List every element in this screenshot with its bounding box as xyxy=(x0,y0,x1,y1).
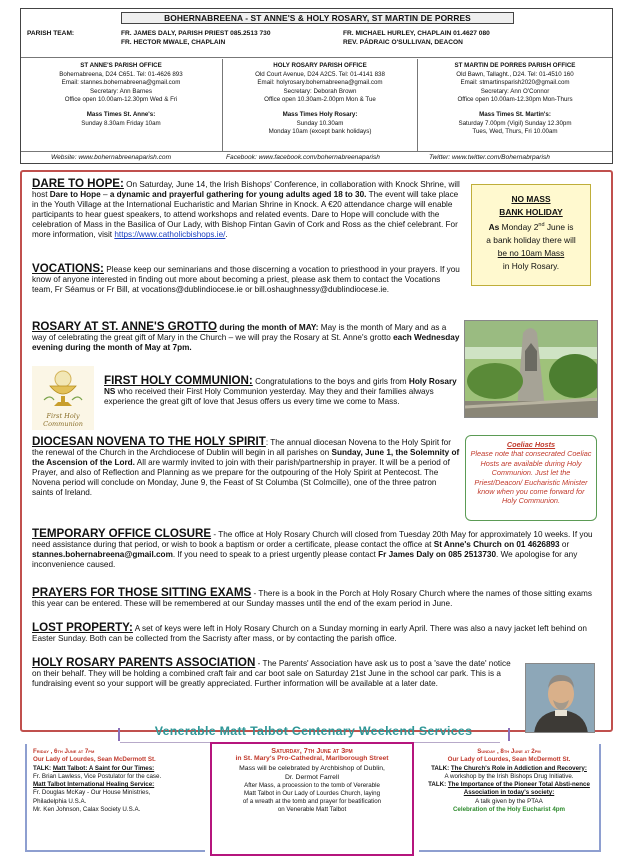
notice-temporary-office-closure xyxy=(32,529,604,570)
no-mass-text: June is xyxy=(544,221,574,232)
event-text: Fr. Douglas McKay - Our House Ministries, xyxy=(33,789,151,797)
notice-heading: LOST PROPERTY: xyxy=(32,621,133,634)
office-email: Email: stmartinsparish2020@gmail.com xyxy=(460,79,570,87)
talbot-banner-title: Venerable Matt Talbot Centenary Weekend Services xyxy=(154,724,473,738)
bank-holiday-title: BANK HOLIDAY xyxy=(499,207,563,217)
notice-text: On Saturday, June 14, the Irish Bishops' Conference, in collaboration with Knock Shrine, will host xyxy=(32,180,460,200)
office-holy-rosary xyxy=(222,59,418,151)
team-member: REV. PÁDRAIC O'SULLIVAN, DEACON xyxy=(343,39,463,46)
banner-rule xyxy=(118,728,120,741)
mass-times: Sunday 10.30am xyxy=(296,119,344,127)
no-mass-text: be no 10am Mass xyxy=(497,247,565,258)
office-hours: Office open 10.00am-12.30pm Wed & Fri xyxy=(64,96,178,104)
mass-times: Tues, Wed, Thurs, Fri 10.00am xyxy=(472,128,558,136)
office-email: Email: stannes.bohernabreena@gmail.com xyxy=(61,79,181,87)
office-address: Old Bawn, Tallaght., D24. Tel: 01-4510 160 xyxy=(456,70,574,78)
notice-text: - The Parents' Association have ask us to post a 'save the date' notice on their behalf. They will be holding a combined craft fair and car boot sale on Saturday 21st June in the school car park. This is a fundraising event so your support will be greatly appreciated. Further information will be available at a later date. xyxy=(32,659,511,689)
office-hours: Office open 10.00am-12.30pm Mon-Thurs xyxy=(457,96,573,104)
office-st-annes xyxy=(21,59,221,151)
notice-text: May is the month of Mary and as a way of celebrating the great gift of Mary in the Church – we will pray the Rosary at St. Anne's grotto xyxy=(32,323,447,343)
parish-team xyxy=(21,27,612,57)
parish-header xyxy=(20,8,613,164)
no-mass-text: in Holy Rosary. xyxy=(502,260,560,271)
event-date: Sunday , 8th June at 2pm xyxy=(477,748,541,755)
notice-parents-association xyxy=(32,658,518,689)
portrait-image xyxy=(526,664,595,733)
parish-title: BOHERNABREENA - ST ANNE'S & HOLY ROSARY, ST MARTIN DE PORRES xyxy=(121,12,514,24)
event-text: Mr. Ken Johnson, Calax Society U.S.A. xyxy=(33,806,141,814)
office-name: HOLY ROSARY PARISH OFFICE xyxy=(273,62,367,69)
event-text: After Mass, a procession to the tomb of Vererable xyxy=(244,781,380,789)
event-talk xyxy=(33,765,199,773)
web-links xyxy=(21,152,612,164)
notice-exam-prayers xyxy=(32,588,604,609)
notice-text: The event will take place in the Youth Village at the International Eucharistic and Marian Shrine in Knock. A €20 attendance charge will enable participants to hear guest speakers, to attend workshops and related events. Dare to Hope will conclude with the celebration of Mass in the Basilica of Our Lady, with Bishop Fintan Gavin of Cork and Ross as the chief celebrant. For more information, visit xyxy=(32,190,459,240)
notice-heading: FIRST HOLY COMMUNION: xyxy=(104,374,253,387)
team-column-2 xyxy=(343,29,490,47)
event-text: Dr. Dermot Farrell xyxy=(284,773,339,781)
office-secretary: Secretary: Ann O'Connor xyxy=(480,87,550,95)
team-label: PARISH TEAM: xyxy=(27,30,75,37)
no-mass-notice xyxy=(471,184,591,286)
facebook-link[interactable]: Facebook: www.facebook.com/bohernabreenaparish xyxy=(226,154,380,161)
team-column-1 xyxy=(121,29,271,47)
notice-heading: HOLY ROSARY PARENTS ASSOCIATION xyxy=(32,656,256,669)
notice-text: or xyxy=(559,540,570,550)
notice-heading: DARE TO HOPE: xyxy=(32,177,124,190)
notice-text: A set of keys were left in Holy Rosary Church on a Sunday morning in early April. There was also a navy jacket left behind on Easter Sunday. Both can be collected from the Sacristy after mass, or by contacting the parish office. xyxy=(32,624,587,644)
notice-heading: VOCATIONS: xyxy=(32,262,104,275)
svg-text:Communion: Communion xyxy=(43,420,83,428)
event-friday xyxy=(25,744,205,852)
banner-rule xyxy=(508,728,510,741)
website-link[interactable]: Website: www.bohernabreenaparish.com xyxy=(51,154,172,161)
notice-bold: St Anne's Church on 01 4626893 xyxy=(433,540,560,550)
svg-text:First Holy: First Holy xyxy=(46,412,80,420)
notice-text: – xyxy=(100,190,110,200)
notice-heading: ROSARY AT ST. ANNE'S GROTTO xyxy=(32,320,218,333)
event-text: Mass will be celebrated by Archbishop of Dublin, xyxy=(239,764,385,772)
notice-vocations xyxy=(32,264,462,295)
no-mass-line xyxy=(472,219,590,234)
talk-title: The Importance of the Pioneer Total Absti-nence Association in today's society: xyxy=(447,781,590,797)
mass-times-title: Mass Times St. Martin's: xyxy=(479,110,551,118)
event-text: A workshop by the Irish Bishops Drug Initiative. xyxy=(444,772,574,780)
team-member: FR. HECTOR MWALE, CHAPLAIN xyxy=(121,39,226,46)
office-secretary: Secretary: Deborah Brown xyxy=(283,87,357,95)
catholic-bishops-link[interactable]: https://www.catholicbishops.ie/ xyxy=(114,230,226,240)
event-text: Fr. Brian Lawless, Vice Postulator for the case. xyxy=(33,772,162,780)
mass-times: Sunday 8.30am Friday 10am xyxy=(81,119,161,127)
notices-box xyxy=(20,170,613,732)
office-name: ST MARTIN DE PORRES PARISH OFFICE xyxy=(454,62,576,69)
parish-offices xyxy=(21,59,612,151)
no-mass-title: NO MASS xyxy=(511,194,551,204)
notice-bold: a dynamic and prayerful gathering for young adults aged 18 to 30. xyxy=(109,190,367,200)
notice-text: . We apologise for any inconvenience caused. xyxy=(32,550,578,570)
event-venue: Our Lady of Lourdes, Sean McDermott St. xyxy=(33,756,156,764)
talk-title: The Church's Role in Addiction and Recovery: xyxy=(450,764,587,772)
mass-times: Monday 10am (except bank holidays) xyxy=(268,128,372,136)
notice-heading: DIOCESAN NOVENA TO THE HOLY SPIRIT xyxy=(32,435,266,448)
divider xyxy=(21,57,612,58)
no-mass-text: a bank holiday there will xyxy=(486,234,576,245)
grotto-image xyxy=(465,321,598,418)
chalice-icon xyxy=(32,366,94,430)
notice-heading: PRAYERS FOR THOSE SITTING EXAMS xyxy=(32,586,252,599)
talk-label: TALK: xyxy=(431,764,451,772)
event-text: of a wreath at the tomb and prayer for beatification xyxy=(242,798,382,806)
first-communion-image xyxy=(32,366,94,430)
office-name: ST ANNE'S PARISH OFFICE xyxy=(80,62,162,69)
event-saturday xyxy=(210,742,414,856)
office-address: Bohernabreena, D24 C651. Tel: 01-4626 893 xyxy=(59,70,183,78)
notice-bold: Sunday, June 1, the Solemnity of the Ascension of the Lord. xyxy=(32,448,460,468)
notice-bold: Dare to Hope xyxy=(49,190,101,200)
office-hours: Office open 10.30am-2.00pm Mon & Tue xyxy=(264,96,376,104)
notice-rosary xyxy=(32,322,462,353)
mass-times-title: Mass Times St. Anne's: xyxy=(86,110,156,118)
office-secretary: Secretary: Ann Barnes xyxy=(90,87,152,95)
notice-text: Please keep our seminarians and those discerning a vocation to priesthood in your prayers. If you know of anyone interested in finding out more about becoming a priest, please ask them to contact the Vocations team, Fr Séamus or Fr Bill, at vocations@dublindiocese.ie or bill.oshaughnessy@dublindiocese.ie. xyxy=(32,265,460,295)
notice-text: : The annual diocesan Novena to the Holy Spirit for the renewal of the Church in the Archdiocese of Dublin will begin in all parishes on xyxy=(32,438,451,458)
talk-label: TALK: xyxy=(428,781,448,789)
notice-heading: TEMPORARY OFFICE CLOSURE xyxy=(32,527,212,540)
coeliac-text: Please note that consecrated Coeliac Hosts are available during Holy Communion. Just let the Priest/Deacon/ Eucharistic Minister know when you come forward for Holy Communion. xyxy=(470,449,592,506)
coeliac-hosts-notice xyxy=(465,435,597,521)
notice-bold: Holy Rosary NS xyxy=(104,377,457,397)
matt-talbot-portrait xyxy=(525,663,595,733)
talk-title: Matt Talbot: A Saint for Our Times: xyxy=(52,764,155,772)
talk-label: TALK: xyxy=(33,764,53,772)
notice-bold: each Wednesday evening during the month of May at 7pm. xyxy=(32,333,460,353)
event-eucharist: Celebration of the Holy Eucharist 4pm xyxy=(452,806,566,814)
event-venue: in St. Mary's Pro-Cathedral, Marlborough Street xyxy=(235,755,389,763)
notice-text: . xyxy=(225,230,228,240)
event-text: Philadelphia U.S.A. xyxy=(33,797,87,805)
notice-bold: during the month of MAY: xyxy=(217,323,319,332)
notice-dare-to-hope xyxy=(32,179,462,241)
event-date: Saturday, 7th June at 3pm xyxy=(271,746,353,755)
notice-text: - There is a book in the Porch at Holy Rosary Church where the names of those sitting exams this year can be entered. These will be remembered at our Sunday masses until the end of the exam period in June. xyxy=(32,589,592,609)
office-email: Email: holyrosary.bohernabreena@gmail.com xyxy=(257,79,383,87)
notice-first-holy-communion xyxy=(104,376,462,407)
mass-times-title: Mass Times Holy Rosary: xyxy=(282,110,358,118)
office-st-martins xyxy=(418,59,612,151)
event-text: Matt Talbot in Our Lady of Lourdes Church, laying xyxy=(243,789,381,797)
twitter-link[interactable]: Twitter: www.twitter.com/Bohernabrparish xyxy=(429,154,550,161)
notice-lost-property xyxy=(32,623,604,644)
notice-novena xyxy=(32,437,460,499)
event-sunday xyxy=(419,744,601,852)
team-member: FR. MICHAEL HURLEY, CHAPLAIN 01.4627 080 xyxy=(343,30,490,37)
event-healing-service: Matt Talbot International Healing Service: xyxy=(33,781,155,789)
no-mass-as: As xyxy=(488,221,500,232)
notice-text: who received their First Holy Communion yesterday. May they and their families always experience the great gift of love that Jesus offers us every time we come to Mass. xyxy=(104,387,434,407)
notice-bold: stannes.bohernabreena@gmail.com xyxy=(32,550,173,560)
notice-bold: Fr James Daly on 085 2513730 xyxy=(378,550,497,560)
notice-text: - The office at Holy Rosary Church will closed from Tuesday 20th May for approximately 10 weeks. If you need assistance during that period, or wish to book a baptism or order a certificate, please contact the office at xyxy=(32,530,593,550)
mass-times: Saturday 7.00pm (Vigil) Sunday 12.30pm xyxy=(458,119,572,127)
grotto-photo xyxy=(464,320,598,418)
notice-text: Congratulations to the boys and girls from xyxy=(252,377,409,386)
office-address: Old Court Avenue, D24 A2C5. Tel: 01-4141 838 xyxy=(255,70,385,78)
event-text: A talk given by the PTAA xyxy=(475,797,543,805)
event-venue: Our Lady of Lourdes, Sean McDermott St. xyxy=(447,756,571,764)
notice-text: All are warmly invited to join with their parish/partnership in prayer. It will be a period of Prayer, and also of Reflection and Planning as we prepare for the outpouring of the Holy Spirit at Pentecost. The Novena period will conclude on Monday, June 9, the Feast of St Columba (St Colmcille), one of the three patron saints of Ireland. xyxy=(32,458,450,498)
no-mass-text: Monday 2 xyxy=(499,221,539,232)
event-text: on Venerable Matt Talbot xyxy=(277,806,347,814)
event-talk xyxy=(423,781,595,798)
coeliac-title: Coeliac Hosts xyxy=(506,440,556,449)
notice-text: . If you need to speak to a priest urgently please contact xyxy=(172,550,379,560)
event-talk xyxy=(423,765,595,773)
event-date: Friday , 6th June at 7pm xyxy=(33,748,95,755)
team-member: FR. JAMES DALY, PARISH PRIEST 085.2513 730 xyxy=(121,30,271,37)
no-mass-sup: nd xyxy=(538,222,545,228)
